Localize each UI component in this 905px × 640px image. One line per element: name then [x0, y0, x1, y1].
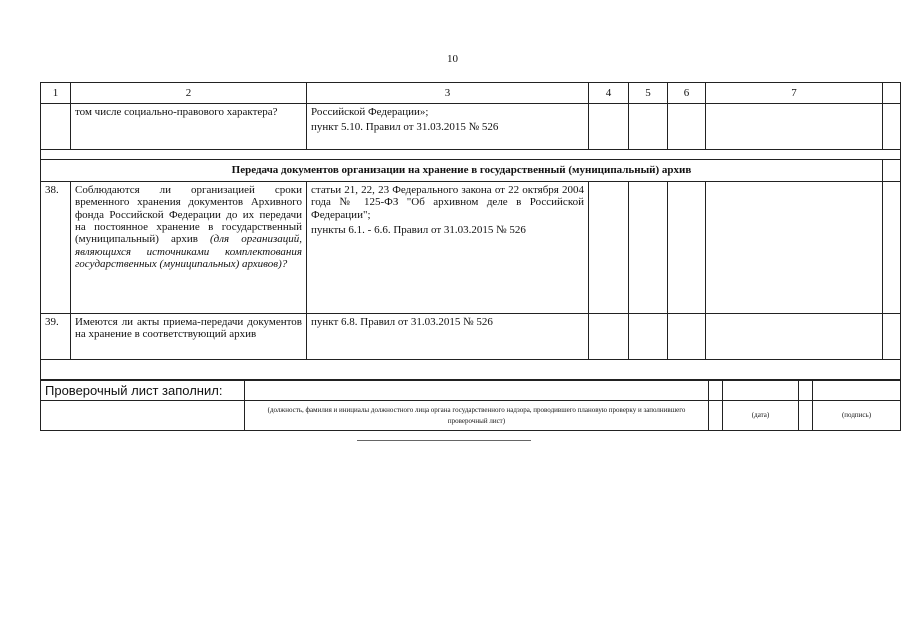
- table-row-39: [41, 314, 901, 360]
- basis-text: статьи 21, 22, 23 Федерального закона от 22 октября 2004 года № 125-ФЗ "Об архивном деле в Российской Федерации";: [311, 184, 584, 221]
- header-cell-3: 3: [307, 83, 589, 104]
- extra-cell: [883, 104, 901, 150]
- answer-cell: [589, 314, 629, 360]
- section-row: [41, 160, 901, 182]
- signature-notes-row: [41, 401, 901, 431]
- answer-cell: [629, 104, 668, 150]
- basis-cell: [307, 314, 589, 360]
- signature-date-field: [723, 381, 799, 401]
- signature-row: [41, 381, 901, 401]
- date-note: (дата): [723, 401, 799, 431]
- row-number-cell: [41, 104, 71, 150]
- signature-label: Проверочный лист заполнил:: [41, 381, 245, 401]
- basis-cell: [307, 104, 589, 150]
- header-row: [41, 83, 901, 104]
- question-cell: [71, 104, 307, 150]
- question-text: том числе социально-правового характера?: [75, 106, 278, 118]
- answer-cell: [589, 182, 629, 314]
- header-cell-4: 4: [589, 83, 629, 104]
- signature-table: [40, 380, 901, 431]
- answer-cell: [629, 182, 668, 314]
- answer-cell: [589, 104, 629, 150]
- extra-cell: [883, 314, 901, 360]
- comment-cell: [706, 182, 883, 314]
- question-cell: [71, 182, 307, 314]
- signature-sign-field: [813, 381, 901, 401]
- basis-text: пункт 5.10. Правил от 31.03.2015 № 526: [311, 121, 499, 134]
- header-cell-6: 6: [668, 83, 706, 104]
- header-cell-1: 1: [41, 83, 71, 104]
- header-cell-extra: [883, 83, 901, 104]
- header-cell-7: 7: [706, 83, 883, 104]
- answer-cell: [629, 314, 668, 360]
- basis-cell: [307, 182, 589, 314]
- question-italic-note: (для организаций, являющихся источниками комплектования государственных (муниципальных) архивов)?: [75, 233, 302, 270]
- spacer-row: [41, 150, 901, 160]
- page-number: 10: [447, 53, 458, 65]
- comment-cell: [706, 314, 883, 360]
- extra-cell: [883, 182, 901, 314]
- comment-cell: [706, 104, 883, 150]
- section-title: Передача документов организации на хранение в государственный (муниципальный) архив: [41, 160, 883, 182]
- header-cell-5: 5: [629, 83, 668, 104]
- sign-note: (подпись): [813, 401, 901, 431]
- header-cell-2: 2: [71, 83, 307, 104]
- answer-cell: [668, 314, 706, 360]
- answer-cell: [668, 104, 706, 150]
- basis-text: пункт 6.8. Правил от 31.03.2015 № 526: [311, 316, 493, 328]
- basis-text: Российской Федерации»;: [311, 106, 429, 118]
- extra-cell: [883, 160, 901, 182]
- answer-cell: [668, 182, 706, 314]
- empty-row: [41, 360, 901, 380]
- question-text: Имеются ли акты приема-передачи документов на хранение в соответствующий архив: [75, 316, 302, 341]
- question-cell: [71, 314, 307, 360]
- basis-text: пункты 6.1. - 6.6. Правил от 31.03.2015 № 526: [311, 223, 526, 236]
- table-row-38: [41, 182, 901, 314]
- checklist-table: [40, 82, 901, 380]
- row-number: 38.: [41, 182, 71, 314]
- footer-divider: [357, 440, 531, 441]
- position-note: (должность, фамилия и инициалы должностного лица органа государственного надзора, проводившего плановую проверку и заполнившего проверочный лист): [245, 401, 709, 431]
- signature-position-field: [245, 381, 709, 401]
- table-row-continuation: [41, 104, 901, 150]
- question-text: Соблюдаются ли организацией сроки временного хранения документов Архивного фонда Российской Федерации до их передачи на постоянное хранение в государственный (муниципальный) архив: [75, 184, 302, 246]
- row-number: 39.: [41, 314, 71, 360]
